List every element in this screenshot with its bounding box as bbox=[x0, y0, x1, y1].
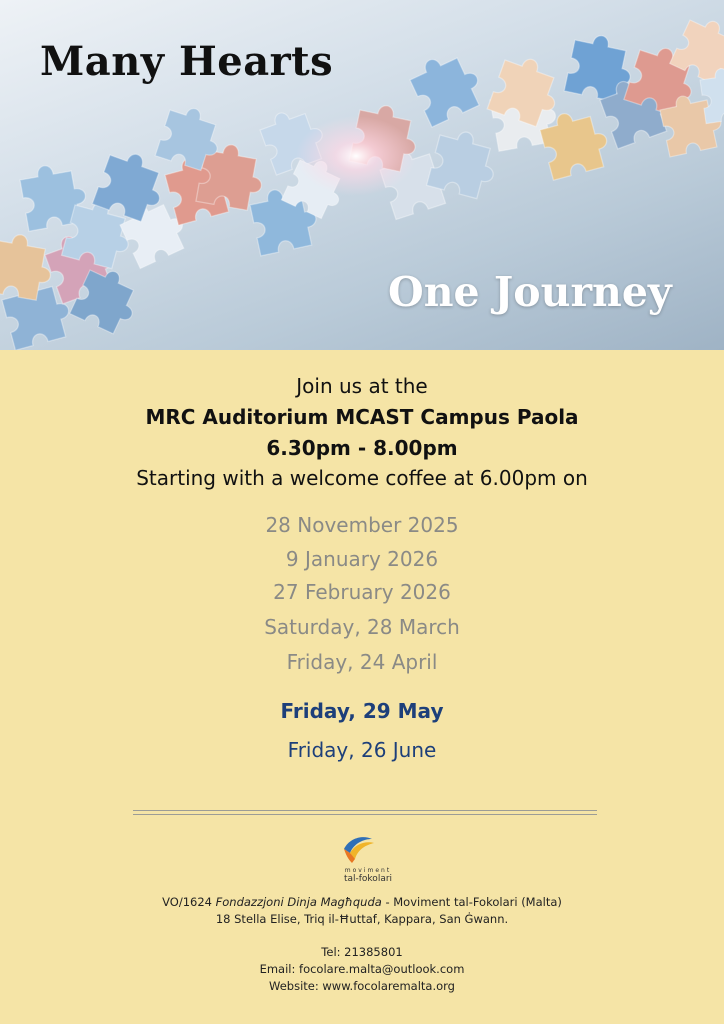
venue-text: MRC Auditorium MCAST Campus Paola bbox=[145, 405, 579, 429]
time-text: 6.30pm - 8.00pm bbox=[266, 436, 458, 460]
logo-line1: moviment bbox=[344, 867, 392, 874]
coffee-text: Starting with a welcome coffee at 6.00pm on bbox=[136, 466, 588, 490]
email-line[interactable]: Email: focolare.malta@outlook.com bbox=[259, 962, 465, 976]
date-item: Friday, 24 April bbox=[286, 650, 438, 674]
date-item: Saturday, 28 March bbox=[264, 615, 460, 639]
next-date-highlight: Friday, 29 May bbox=[280, 699, 444, 723]
title-many-hearts: Many Hearts bbox=[40, 38, 334, 85]
foundation-name: Fondazzjoni Dinja Magħquda bbox=[215, 895, 382, 909]
upcoming-date: Friday, 26 June bbox=[287, 738, 437, 762]
registration-line bbox=[0, 895, 724, 909]
movement-name: - Moviment tal-Fokolari (Malta) bbox=[381, 895, 562, 909]
event-details bbox=[0, 350, 724, 1024]
website-line[interactable]: Website: www.focolaremalta.org bbox=[269, 979, 455, 993]
divider bbox=[133, 810, 597, 815]
logo-line2: tal-fokolari bbox=[343, 874, 393, 884]
reg-number: VO/1624 bbox=[162, 895, 216, 909]
date-item: 27 February 2026 bbox=[273, 580, 451, 604]
title-one-journey: One Journey bbox=[388, 268, 672, 316]
tel-line: Tel: 21385801 bbox=[321, 945, 403, 959]
hero-banner bbox=[0, 0, 724, 350]
address-line: 18 Stella Elise, Triq il-Ħuttaf, Kappara, San Ġwann. bbox=[215, 912, 509, 926]
intro-text: Join us at the bbox=[296, 374, 428, 398]
date-item: 9 January 2026 bbox=[285, 547, 439, 571]
date-item: 28 November 2025 bbox=[265, 513, 459, 537]
